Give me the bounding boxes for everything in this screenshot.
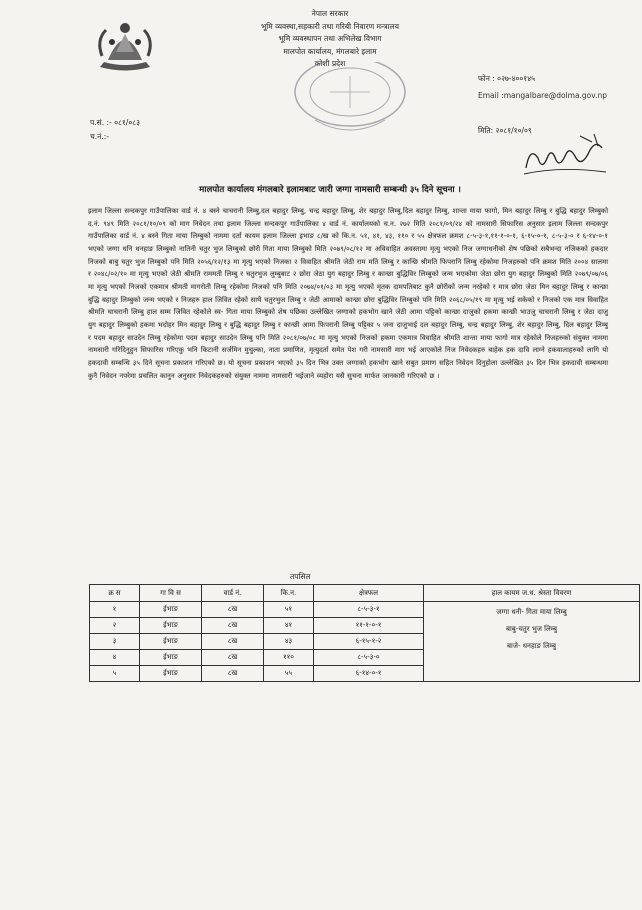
header-line-office: मालपोत कार्यालय, मंगलबारे इलाम	[283, 46, 377, 56]
cell-plot-number: ५५	[264, 666, 314, 682]
nepal-emblem-icon	[90, 12, 160, 74]
schedule-heading: तपसिल	[290, 572, 311, 581]
cell-area: ८-५-३-१	[314, 602, 424, 618]
cell-vdc: ईभाङ	[140, 650, 202, 666]
cell-serial: ५	[90, 666, 140, 682]
cell-area: ६-१५-१-२	[314, 634, 424, 650]
cell-plot-number: ११०	[264, 650, 314, 666]
cell-ward: ८ख	[202, 634, 264, 650]
email-address: Email :mangalbare@dolma.gov.np	[478, 91, 608, 100]
cell-vdc: ईभाङ	[140, 666, 202, 682]
header-vdc: गा वि स	[140, 585, 202, 602]
remark-grandfather: बाजे- धनहाङ लिम्बु	[507, 642, 556, 650]
notice-title: मालपोत कार्यालय मंगलबारे इलामबाट जारी जग्गा नामसारी सम्बन्धी ३५ दिने सूचना ।	[199, 185, 461, 195]
cell-serial: २	[90, 618, 140, 634]
remark-owner: जग्गा धनी- गिता माया लिम्बु	[496, 608, 567, 616]
cell-serial: ३	[90, 634, 140, 650]
office-seal-stamp-icon	[285, 62, 415, 140]
cell-vdc: ईभाङ	[140, 618, 202, 634]
notice-body	[88, 205, 608, 382]
table-header-row	[90, 585, 640, 602]
header-line-government: नेपाल सरकार	[311, 9, 349, 18]
cell-ward: ८ख	[202, 650, 264, 666]
header-ward: वार्ड नं.	[202, 585, 264, 602]
cell-area: ६-१४-०-१	[314, 666, 424, 682]
header-line-department: भूमि व्यवस्थापन तथा अभिलेख विभाग	[278, 34, 382, 43]
cell-ward: ८ख	[202, 666, 264, 682]
cell-plot-number: ४३	[264, 634, 314, 650]
contact-info	[478, 70, 607, 104]
header-line-ministry: भूमि व्यवस्था,सहकारी तथा गरिबी निवारण मन्त्रालय	[261, 21, 399, 31]
owner-record-cell	[424, 602, 640, 682]
table-row	[90, 602, 640, 618]
letter-number: प.सं. :- ०८१/०८३	[90, 118, 141, 127]
cell-area: ८-५-३-०	[314, 650, 424, 666]
phone-number: फोन : ०२७-४००१४५	[478, 74, 535, 83]
cell-serial: ४	[90, 650, 140, 666]
cell-plot-number: ५१	[264, 602, 314, 618]
header-plot-number: कि.न.	[264, 585, 314, 602]
header-area: क्षेत्रफल	[314, 585, 424, 602]
remark-father: बाबु-चतुर भुज लिम्बु	[505, 625, 558, 633]
reference-numbers	[90, 116, 140, 144]
notice-body-paragraph: इलाम जिल्ला सन्दकपुर गाउँपालिका वार्ड नं. ४ बस्ने चाचरानी लिम्बु,दल बहादुर लिम्बु, चन्द्र बहादुर लिम्बु, शेर बहादुर लिम्बु,दिल बहादुर लिम्बु, शान्ता माया फागो, मिन बहादुर लिम्बु र बुद्धि बहादुर लिम्बुको द.नं. ९४९ मिति २०८१/१०/०९ को माग निवेदन तथा इलाम जिल्ला सन्दकपुर गाउँपालिका ४ वार्ड नं. कार्यालयको च.न. २७२ मिति २०८१/०९/२४ को नामसारी सिफारिस अनुसार इलाम जिल्ला सन्दकपुर गाउँपालिका वार्ड नं. ४ बस्ने गिता माया लिम्बुको नाममा दर्ता कायम इलाम जिल्ला इभाङ ८/ख को कि.न. ५१, ४१, ४३, ११० र ५५ क्षेत्रफल क्रमश ८-५-३-१,११-१-०-१, ६-१५-०-१, ८-५-३-० र ६-१४-०-१ भएको जग्गा धनि धनहाङ लिम्बुको नातिनी चतुर भुज लिम्बुको छोरी गिता माया लिम्बुको मिति २०७९/०८/१२ मा अविवाहित अवस्तामा मृत्यु भएको निज जग्गाधनीको शेष पछिको सबैभन्दा नजिकको हकदार निजको बाबु चतुर भुज लिम्बुको पनि मिति २०५६/१२/१३ मा मृत्यु भएको निजका २ विवाहित श्रीमति जेठी राम मति लिम्बु र कान्छि श्रीमति फिपरानि लिम्बु रहेकोमा निजहरुको पनि क्रमश मिति २००४ सालमा र २०४८/०२/१० मा मृत्यु भएको जेठी श्रीमति राममती लिम्बु र चतुरभुज लुम्बुबाट २ छोरा जेठा युग बहादुर लिम्बु र कान्छा बुद्धिविर लिम्बुको जन्म भएकोमा जेठा छोरा युग बहादुर लिम्बुको मिति २०७९/०७/०६ मा मृत्यु भएको निजको एकमात्र श्रीमती मागरोती लिम्बु रहेकोमा निजको पनि मिति २०७४/०१/०३ मा मृत्यु भएको मृतक दामपतिबाट कुनै छोरीको जन्म नरहेको र मात्र छोरा जेठा मिन बहादुर लिम्बु र कान्छा बुद्धि बहादुर लिम्बुको जन्म भएको र निजहरु हाल जिवित रहेको साथै चतुरभुज लिम्बु र जेठी आमाको कान्छा छोरा बुद्धिविर लिम्बुको पनि मिति २०६८/०५/१९ मा मृत्यु भई सकेको र निजको एक मात्र विवाहित श्रीमति चाचरानी लिम्बु हाल सम्म जिवित रहेकोले स्व- गिता माया लिम्बुको शेष पछिका उल्लेखित जग्गाको हकभोग खाने जेठी आमा पट्टिको कान्छा दाजुको हकमा कान्छी भाउजु चाचरानी लिम्बु र जेठा दाजु युग बहादुर लिम्बुको हकमा भदोहर मिन बहादुर लिम्बु र बुद्धि बहादुर लिम्बु र कान्छी आमा फिपरानी लिम्बु पट्टिका ५ जना दाजुभाई दल बहादुर लिम्बु, चन्द्र बहादुर लिम्बु, शेर बहादुर लिम्बु, दिल बहादुर लिम्बु र पदम बहादुर साउदेन लिम्बु रहेकोमा पदम बहादुर साउदेन लिम्बु पनि मिति २०८१/०७/०८ मा मृत्यु भएको निजको हकमा एकमात्र विवाहित श्रीमति शान्ता माया फागो मात्र रहेकोले निजहरुको संयुक्त नाममा नामसारी गरिदिनुहुन सिफारिस गरिएकु भनि किटानी सर्जमिन मुचुल्का, नाता प्रमाणित, मृत्युदर्ता समेत पेश गरी नामसारी माग भई आएकोले निज निवेदकहरु बाहेक हक दावि लाग्ने हकवालाहरुको लागि यो हकदावी सम्बन्धि ३५ दिने सूचना प्रकाशन गरिएको छ। यो सूचना प्रकाशन भएको ३५ दिन भित्र उक्त जग्गाको हकभोग खाने सबुत प्रमाण सहित निवेदन दिनुहोला उल्लेखित ३५ दिन भित्र हकदावी सम्बन्धमा कुनै निवेदन नपरेमा प्रचलित कानुन अनुसार निवेदकहरुको संयुक्त नाममा नामसारी भईजाने व्यहोरा यसै सुचना मार्फत जानकारी गरिएको छ ।	[88, 207, 608, 380]
dispatch-number: च.नं.:-	[90, 132, 109, 141]
header-serial: क्र स	[90, 585, 140, 602]
land-details-table	[89, 584, 640, 682]
cell-serial: १	[90, 602, 140, 618]
cell-vdc: ईभाङ	[140, 634, 202, 650]
officer-signature-icon	[520, 128, 610, 183]
cell-ward: ८ख	[202, 618, 264, 634]
cell-vdc: ईभाङ	[140, 602, 202, 618]
cell-plot-number: ४१	[264, 618, 314, 634]
header-owner-record: हाल कायम ज.ध. श्रेस्ता विवरण	[424, 585, 640, 602]
header-line-province: कोशी प्रदेश	[314, 59, 346, 68]
cell-ward: ८ख	[202, 602, 264, 618]
cell-area: ११-१-०-१	[314, 618, 424, 634]
notice-date: मिति: २०८१/१०/०९	[478, 126, 532, 135]
